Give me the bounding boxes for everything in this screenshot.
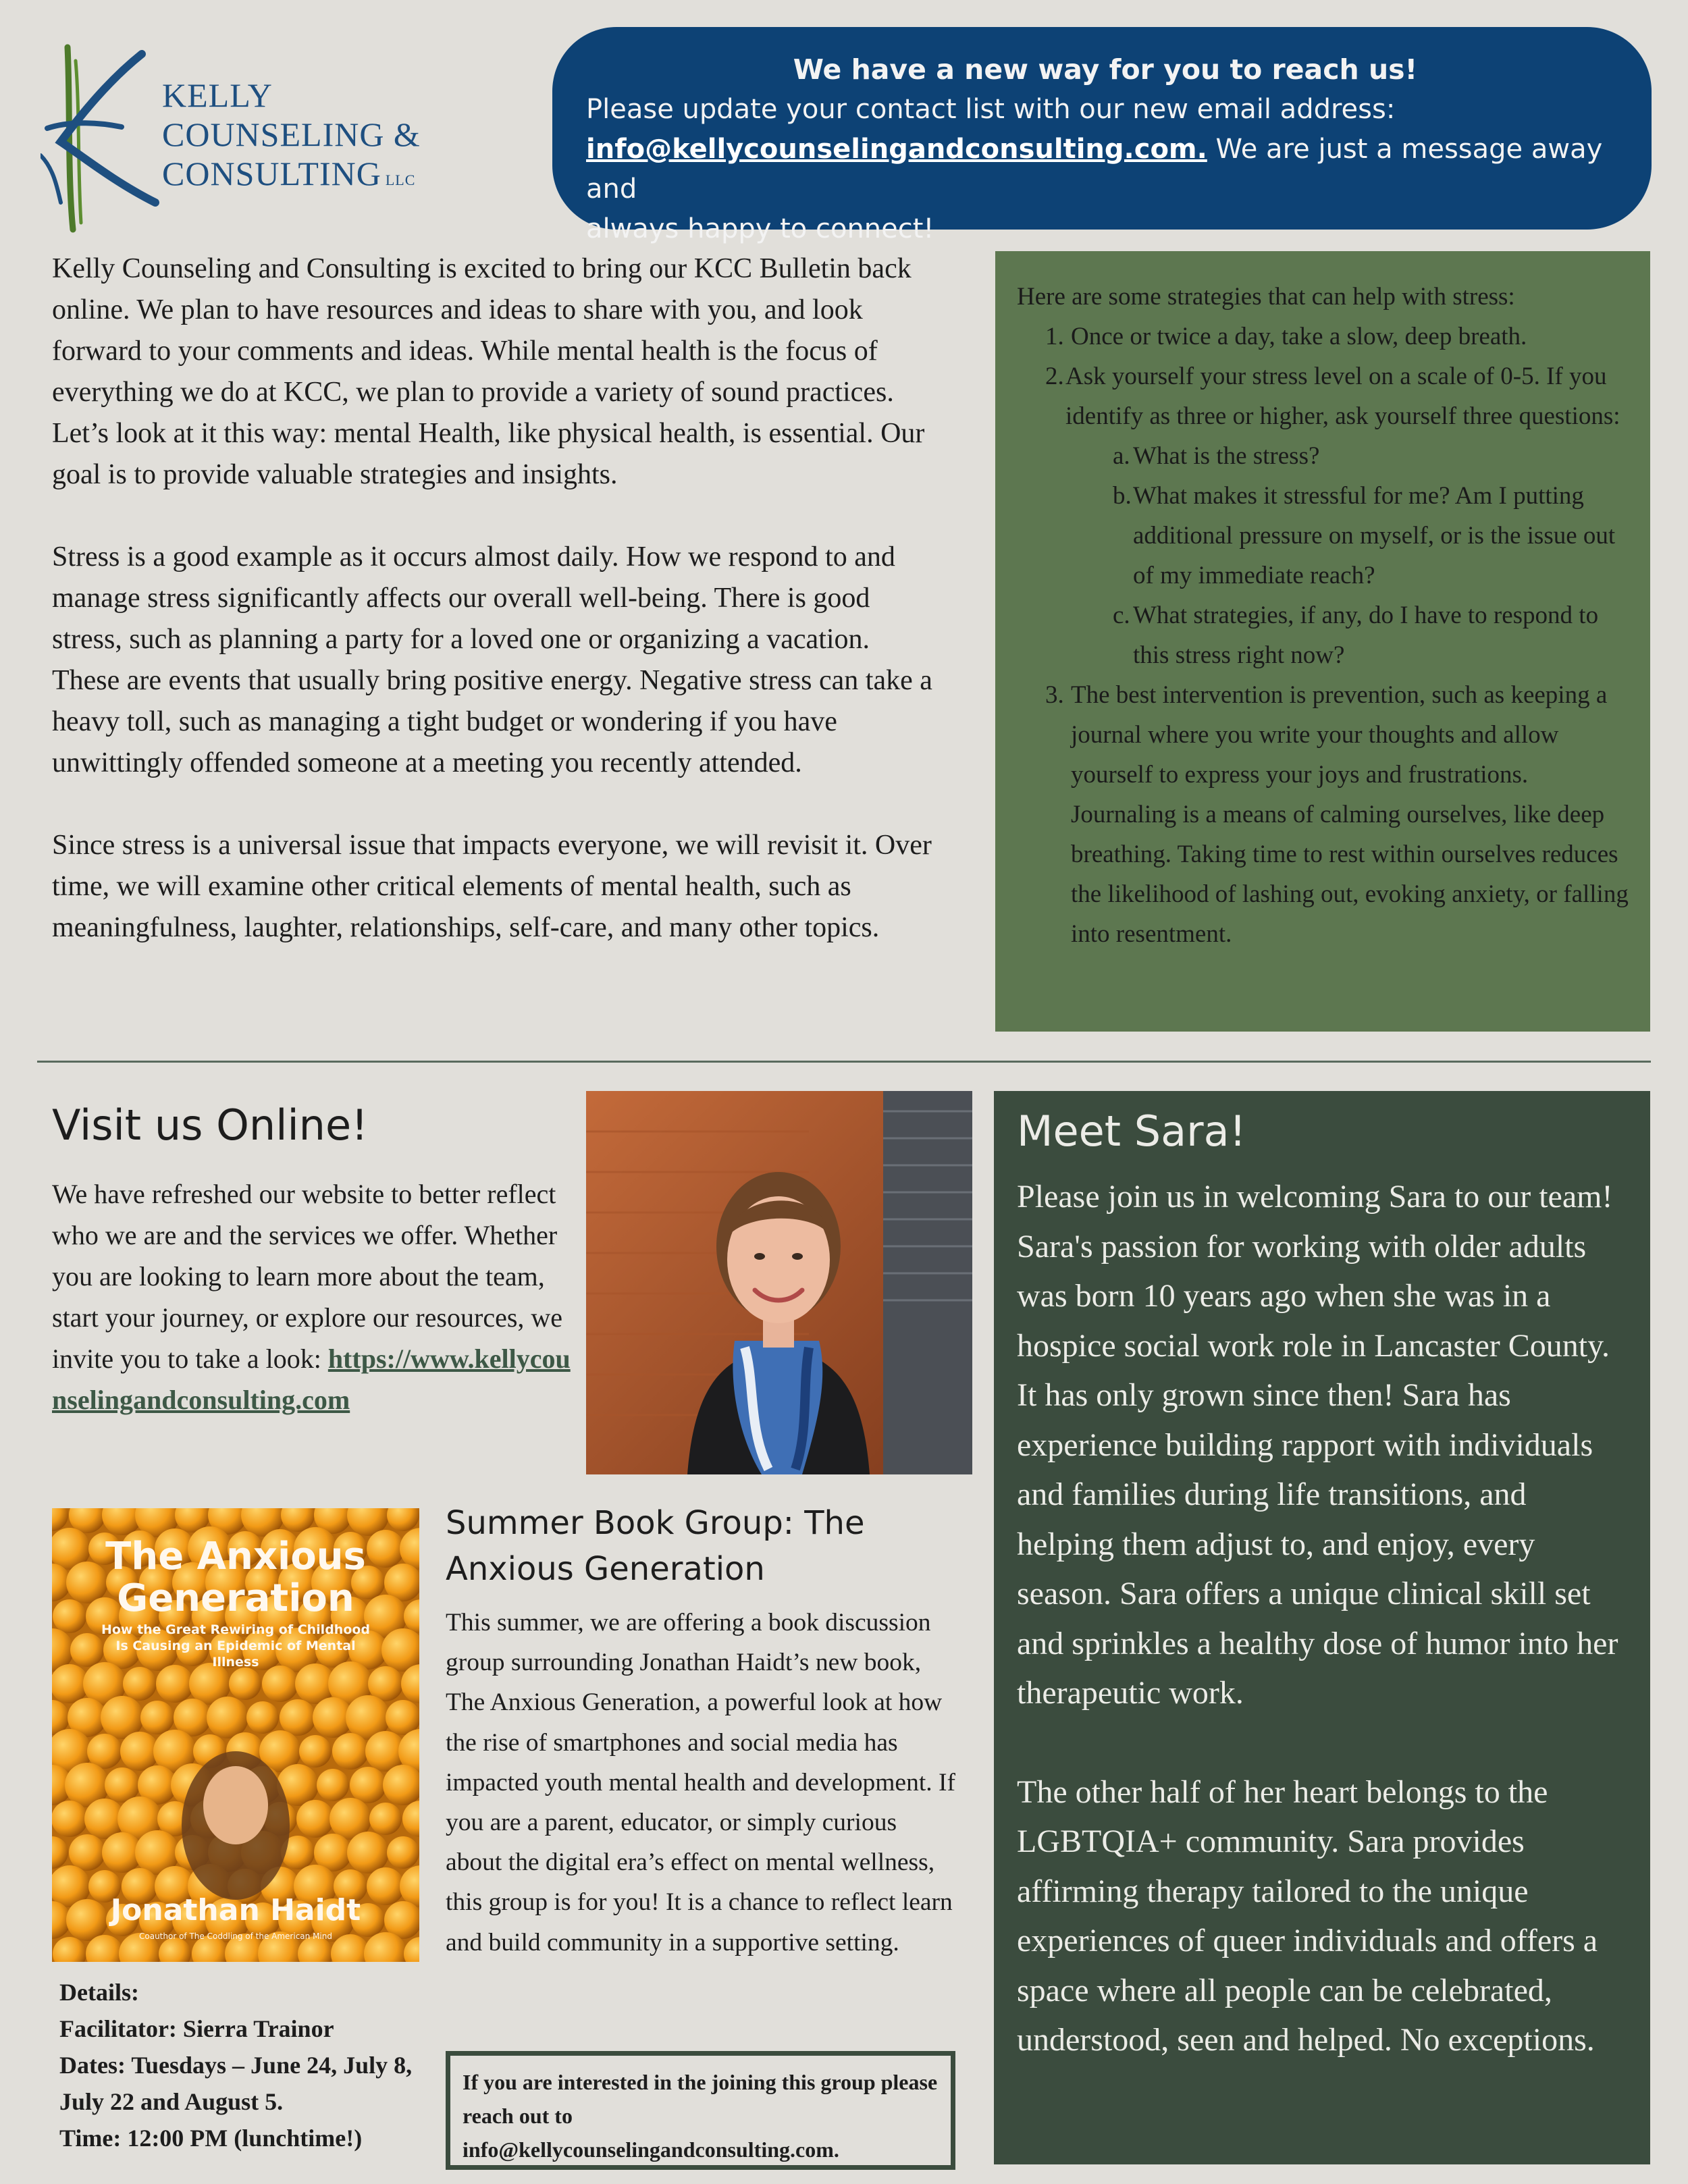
intro-paragraph-1: Kelly Counseling and Consulting is excited to bring our KCC Bulletin back online. We plan to have resources and ideas to share with you, and look forward to your comments and ideas. While mental health is the focus of everything we do at KCC, we plan to provide a variety of sound practices. Let’s look at it this way: mental Health, like physical health, is essential. Our goal is to provide valuable strategies and insights.	[52, 253, 925, 490]
logo-suffix: LLC	[385, 171, 416, 188]
book-cover-image	[52, 1508, 419, 1962]
banner-line-1: Please update your contact list with our new email address:	[586, 94, 1396, 125]
banner-title: We have a new way for you to reach us!	[793, 53, 1418, 86]
book-group-details	[59, 1974, 438, 2156]
logo-mark-icon	[41, 41, 176, 236]
strategy-item-3	[1017, 675, 1629, 954]
strategy-item-2	[1017, 356, 1629, 436]
details-facilitator: Facilitator: Sierra Trainor	[59, 2015, 334, 2042]
strategy-sub-b-text: What makes it stressful for me? Am I putting additional pressure on myself, or is the issue out of my immediate reach?	[1133, 482, 1616, 589]
visit-online-section	[52, 1173, 572, 1420]
website-link[interactable]: https://www.kellycounselingandconsulting.com	[52, 1343, 571, 1415]
cover-author: Jonathan Haidt	[110, 1893, 361, 1927]
strategy-sub-b-num: b.	[1113, 482, 1132, 510]
strategy-item-2-text: Ask yourself your stress level on a scale of 0-5. If you identify as three or higher, ask yourself three questions:	[1065, 363, 1620, 430]
strategy-sub-a	[1017, 436, 1629, 476]
meet-sara-paragraph-1: Please join us in welcoming Sara to our team! Sara's passion for working with older adults was born 10 years ago when she was in a hospice social work role in Lancaster County. It has only grown since then! Sara has experience building rapport with individuals and families during life transitions, and helping them adjust to, and enjoy, every season. Sara offers a unique clinical skill set and sprinkles a healthy dose of humor into her therapeutic work.	[1017, 1179, 1618, 1711]
logo-line-3-text: CONSULTING	[162, 155, 381, 192]
cover-title-2: Generation	[117, 1576, 354, 1620]
contact-banner	[552, 27, 1652, 244]
strategy-item-3-text: The best intervention is prevention, such as keeping a journal where you write your thoughts and allow yourself to express your joys and frustrations. Journaling is a means of calming ourselves, like deep breathing. Taking time to rest within ourselves reduces the likelihood of lashing out, evoking anxiety, or falling into resentment.	[1071, 681, 1629, 948]
visit-online-text: We have refreshed our website to better reflect who we are and the services we offer. Whether you are looking to learn more about the team, start your journey, or explore our resources, we invite you to take a look:	[52, 1179, 563, 1374]
visit-online-title: Visit us Online!	[52, 1100, 368, 1150]
banner-line-3: always happy to connect!	[586, 213, 934, 244]
details-dates: Dates: Tuesdays – June 24, July 8, July 22 and August 5.	[59, 2052, 413, 2115]
strategy-sub-a-num: a.	[1113, 442, 1130, 470]
strategy-sub-c-text: What strategies, if any, do I have to respond to this stress right now?	[1133, 602, 1599, 669]
strategy-sub-c	[1017, 595, 1629, 675]
interest-callout-box: If you are interested in the joining this group please reach out to info@kellycounselingandconsulting.com.	[446, 2051, 955, 2170]
logo-line-1: KELLY	[162, 76, 273, 114]
banner-line-2-rest: We are just a message away and	[586, 134, 1603, 205]
strategy-item-3-num: 3.	[1045, 681, 1064, 709]
cover-title-1: The Anxious	[105, 1535, 366, 1578]
strategies-intro: Here are some strategies that can help with stress:	[1017, 283, 1515, 311]
strategy-item-2-num: 2.	[1045, 363, 1064, 390]
meet-sara-section	[994, 1091, 1650, 2164]
details-heading: Details:	[59, 1979, 139, 2006]
strategy-item-1	[1017, 317, 1629, 356]
meet-sara-title: Meet Sara!	[1017, 1107, 1246, 1156]
sara-photo	[586, 1091, 972, 1474]
section-divider	[37, 1061, 1651, 1063]
banner-line-2	[586, 130, 1625, 209]
banner-email-link[interactable]: info@kellycounselingandconsulting.com.	[586, 134, 1207, 165]
strategy-sub-a-text: What is the stress?	[1133, 442, 1320, 470]
cover-tagline: Coauthor of The Coddling of the American Mind	[139, 1932, 332, 1941]
intro-paragraph-2: Stress is a good example as it occurs almost daily. How we respond to and manage stress significantly affects our overall well-being. There is good stress, such as planning a party for a loved one or organizing a vacation. These are events that usually bring positive energy. Negative stress can take a heavy toll, such as managing a tight budget or wondering if you have unwittingly offended someone at a meeting you recently attended.	[52, 541, 932, 778]
company-logo	[41, 41, 473, 236]
strategy-sub-b	[1017, 476, 1629, 595]
book-group-description: This summer, we are offering a book discussion group surrounding Jonathan Haidt’s new book, The Anxious Generation, a powerful look at how the rise of smartphones and social media has impacted youth mental health and development. If you are a parent, educator, or simply curious about the digital era’s effect on mental wellness, this group is for you! It is a chance to reflect learn and build community in a supportive setting.	[446, 1609, 955, 1956]
strategy-sub-c-num: c.	[1113, 602, 1130, 629]
strategy-item-1-num: 1.	[1045, 323, 1064, 350]
intro-paragraph-3: Since stress is a universal issue that impacts everyone, we will revisit it. Over time, we will examine other critical elements of mental health, such as meaningfulness, laughter, relationships, self-care, and many other topics.	[52, 830, 932, 943]
logo-line-2: COUNSELING &	[162, 115, 421, 153]
strategy-item-1-text: Once or twice a day, take a slow, deep breath.	[1071, 323, 1527, 350]
book-cover	[52, 1508, 419, 1962]
details-time: Time: 12:00 PM (lunchtime!)	[59, 2125, 363, 2152]
sara-portrait-image	[586, 1091, 972, 1474]
cover-subtitle: How the Great Rewiring of Childhood Is Causing an Epidemic of Mental Illness	[101, 1622, 371, 1670]
intro-section	[52, 248, 943, 949]
book-group-title: Summer Book Group: The Anxious Generation	[446, 1504, 865, 1588]
stress-strategies-box	[995, 251, 1650, 1032]
logo-line-3	[162, 157, 415, 190]
meet-sara-paragraph-2: The other half of her heart belongs to the LGBTQIA+ community. Sara provides affirming therapy tailored to the unique experiences of queer individuals and offers a space where all people can be celebrated, understood, seen and helped. No exceptions.	[1017, 1774, 1598, 2058]
